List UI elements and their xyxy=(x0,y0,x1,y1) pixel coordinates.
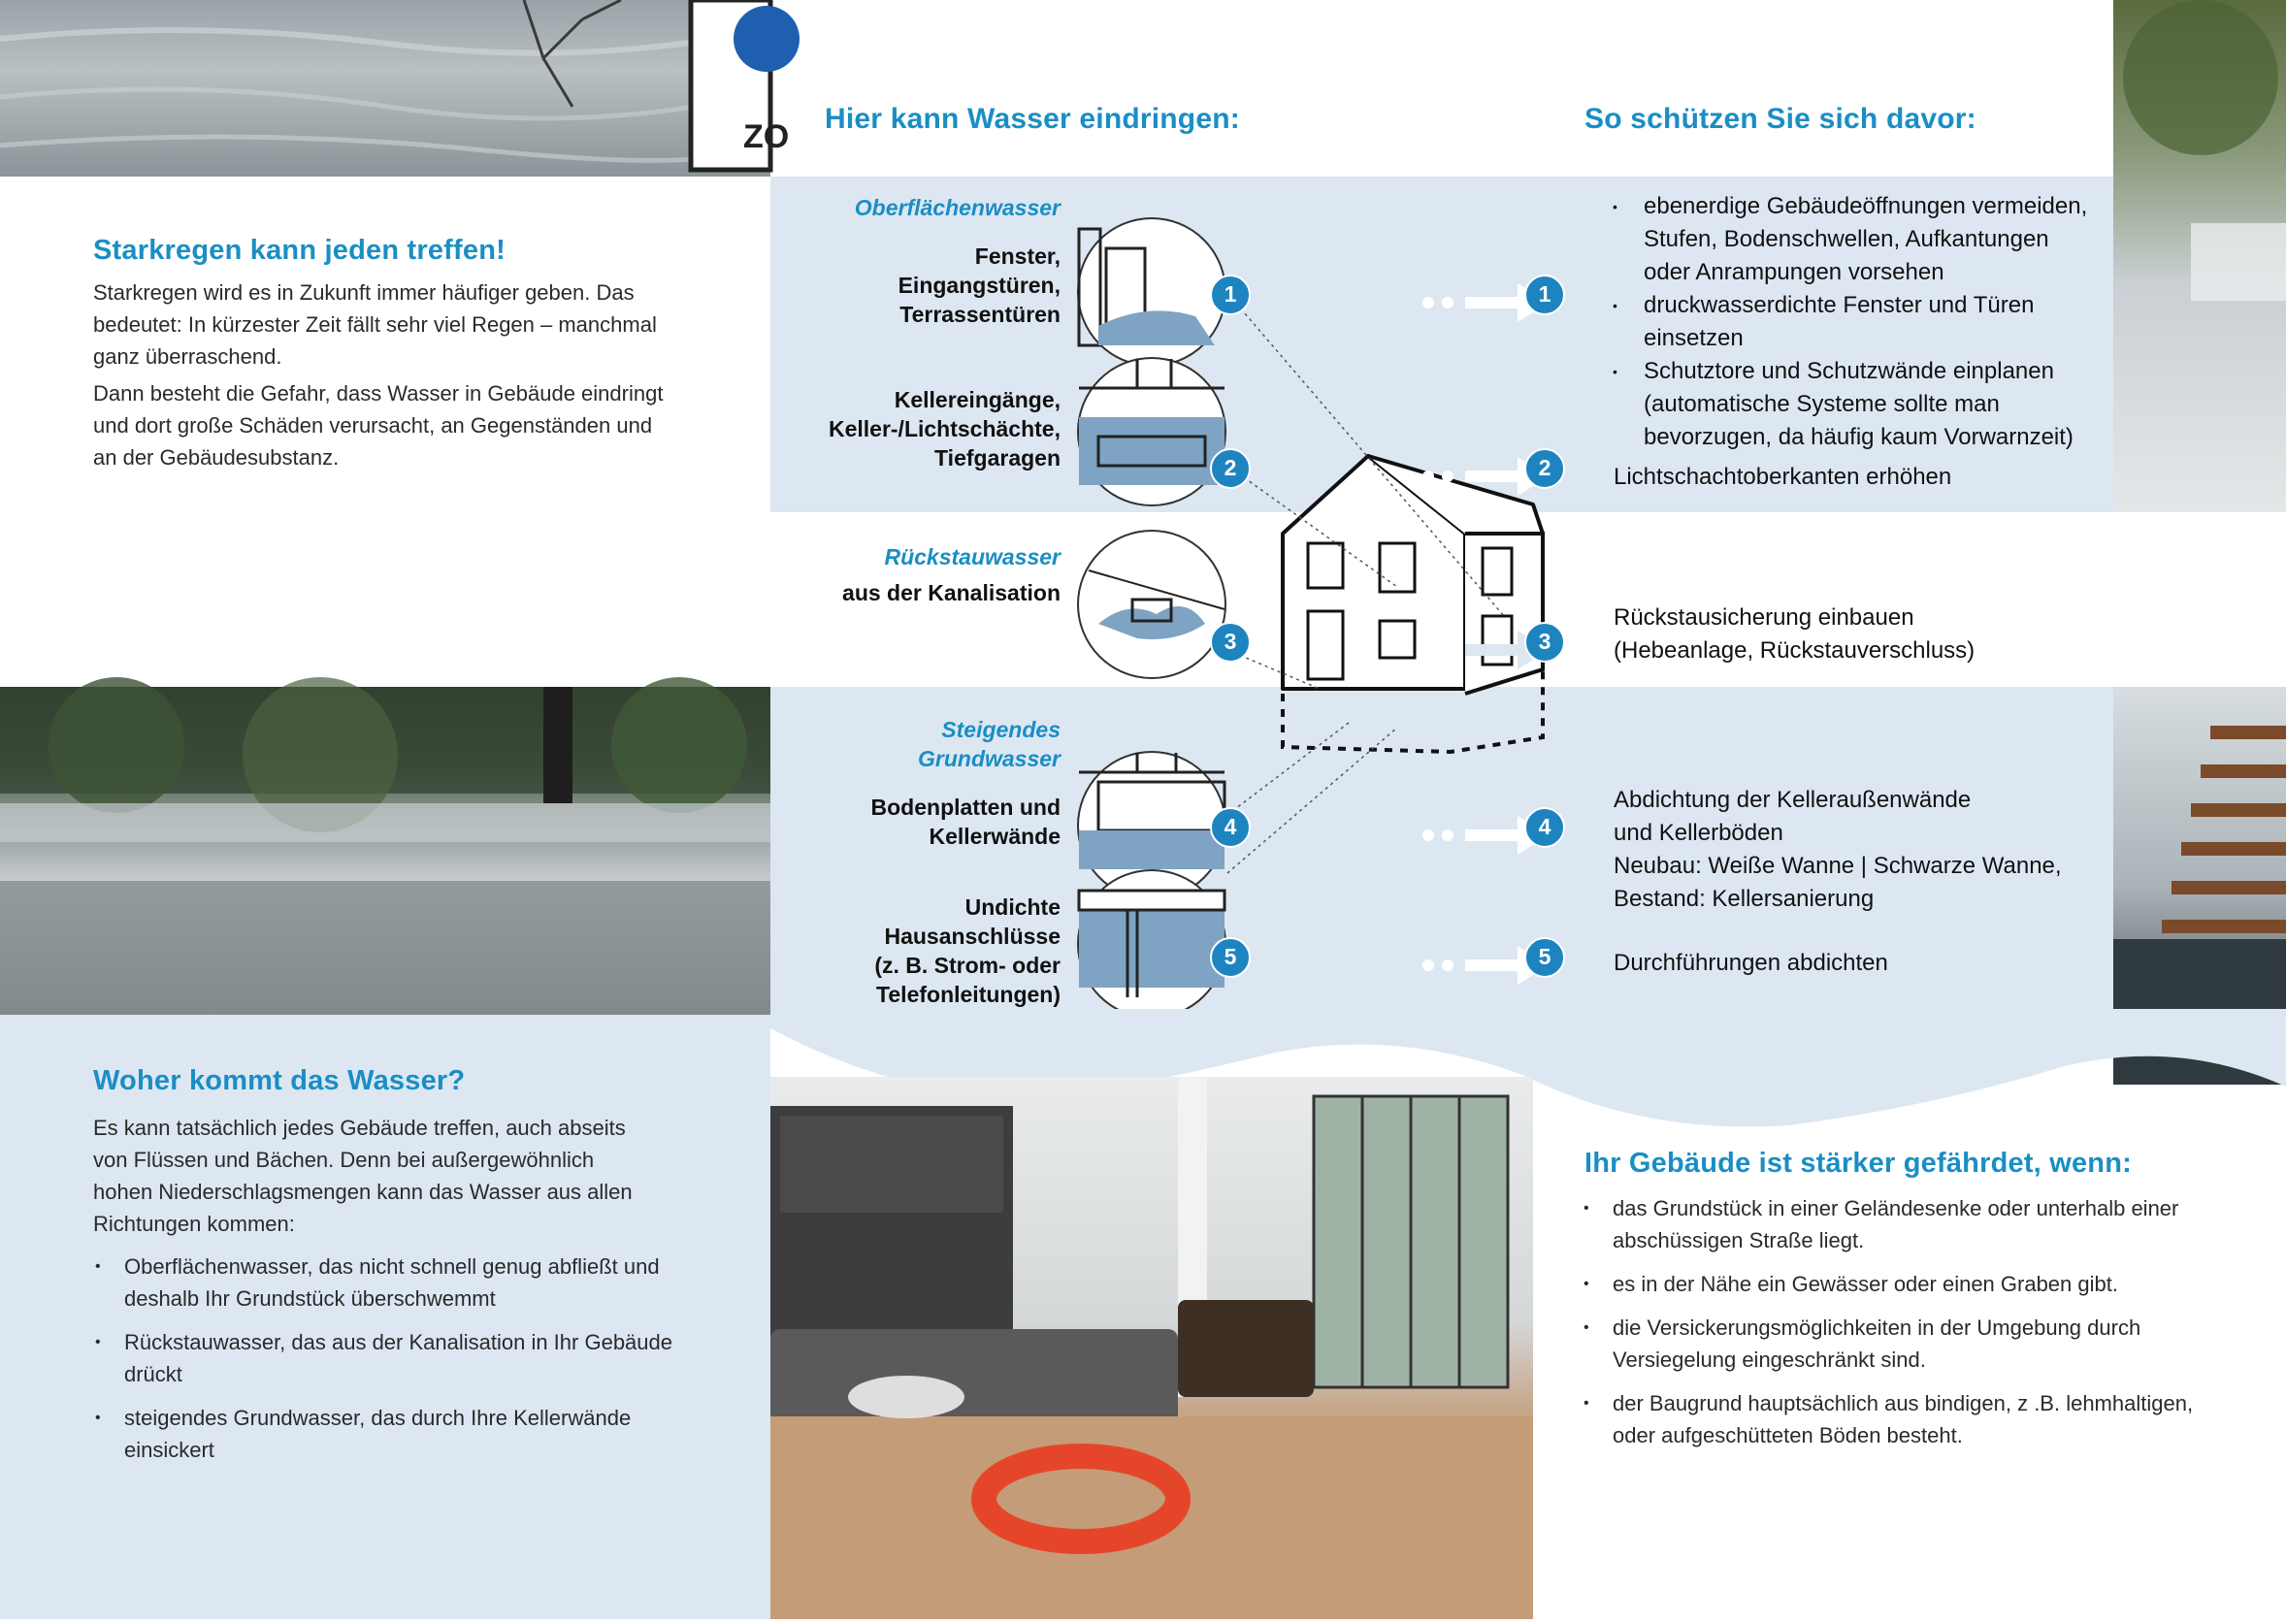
protection-heading: So schützen Sie sich davor: xyxy=(1584,103,1976,135)
flooded-living-room-photo xyxy=(770,1077,1533,1619)
badge-1-left: 1 xyxy=(1210,275,1251,315)
measures-1-list xyxy=(1611,190,2096,454)
badge-4-left: 4 xyxy=(1210,807,1251,848)
measure-2: Lichtschachtoberkanten erhöhen xyxy=(1614,464,1952,490)
category-backflow: Rückstauwasser xyxy=(884,544,1061,569)
label-sewer: aus der Kanalisation xyxy=(842,580,1061,605)
measure-1c: • Schutztore und Schutzwände einplanen (automatische Systeme sollte man bevorzugen, da häufig kaum Vorwarnzeit) xyxy=(1611,355,2096,454)
badge-5-right: 5 xyxy=(1524,937,1565,978)
detail-house-connection-illustration xyxy=(1077,869,1226,1019)
measure-5: Durchführungen abdichten xyxy=(1614,950,1888,976)
risk-bullet: • die Versickerungsmöglichkeiten in der Umgebung durch Versiegelung eingeschränkt sind. xyxy=(1582,1312,2203,1376)
starkregen-paragraph-2: Dann besteht die Gefahr, dass Wasser in Gebäude eindringt und dort große Schäden verursacht, an Gegenständen und an der Gebäudesubstanz. xyxy=(93,381,664,470)
badge-2-right: 2 xyxy=(1524,448,1565,489)
badge-3-left: 3 xyxy=(1210,622,1251,663)
woher-heading: Woher kommt das Wasser? xyxy=(93,1065,466,1096)
label-floor-slabs: Bodenplatten und Kellerwände xyxy=(870,795,1061,849)
woher-bullet: • steigendes Grundwasser, das durch Ihre Kellerwände einsickert xyxy=(93,1402,695,1466)
woher-bullet-list xyxy=(93,1250,695,1478)
badge-5-left: 5 xyxy=(1210,937,1251,978)
flood-water-photo xyxy=(0,0,790,177)
starkregen-heading: Starkregen kann jeden treffen! xyxy=(93,235,506,266)
entry-points-heading: Hier kann Wasser eindringen: xyxy=(825,103,1240,135)
starkregen-text xyxy=(93,276,666,478)
badge-3-right: 3 xyxy=(1524,622,1565,663)
heavy-rain-photo xyxy=(0,687,770,1015)
badge-4-right: 4 xyxy=(1524,807,1565,848)
measure-1a: • ebenerdige Gebäudeöffnungen vermeiden, Stufen, Bodenschwellen, Aufkantungen oder Anrampungen vorsehen xyxy=(1611,190,2096,289)
measure-1b: • druckwasserdichte Fenster und Türen einsetzen xyxy=(1611,289,2096,355)
woher-bullet: • Rückstauwasser, das aus der Kanalisation in Ihr Gebäude drückt xyxy=(93,1326,695,1390)
woher-paragraph: Es kann tatsächlich jedes Gebäude treffen, auch abseits von Flüssen und Bächen. Denn bei außergewöhnlich hohen Niederschlagsmengen kann das Wasser aus allen Richtungen kommen: xyxy=(93,1116,633,1236)
label-basement-entries: Kellereingänge, Keller-/Lichtschächte, Tiefgaragen xyxy=(828,387,1061,471)
risk-bullet: • der Baugrund hauptsächlich aus bindigen, z .B. lehmhaltigen, oder aufgeschütteten Böden besteht. xyxy=(1582,1387,2203,1451)
risk-bullet: • das Grundstück in einer Geländesenke oder unterhalb einer abschüssigen Straße liegt. xyxy=(1582,1192,2203,1256)
road-sign-text: ZO xyxy=(743,118,790,155)
label-house-connections: Undichte Hausanschlüsse (z. B. Strom- oder Telefonleitungen) xyxy=(874,894,1061,1007)
badge-1-right: 1 xyxy=(1524,275,1565,315)
flooded-street-photo xyxy=(2113,0,2286,512)
label-windows-doors: Fenster, Eingangstüren, Terrassentüren xyxy=(898,244,1061,327)
risk-bullet: • es in der Nähe ein Gewässer oder einen Graben gibt. xyxy=(1582,1268,2203,1300)
badge-2-left: 2 xyxy=(1210,448,1251,489)
measure-3: Rückstausicherung einbauen (Hebeanlage, Rückstauverschluss) xyxy=(1614,604,1976,664)
risk-bullet-list xyxy=(1582,1192,2203,1463)
woher-bullet: • Oberflächenwasser, das nicht schnell genug abfließt und deshalb Ihr Grundstück überschwemmt xyxy=(93,1250,695,1315)
measure-4: Abdichtung der Kelleraußenwände und Kellerböden Neubau: Weiße Wanne | Schwarze Wanne, Bestand: Kellersanierung xyxy=(1614,787,2062,912)
starkregen-paragraph-1: Starkregen wird es in Zukunft immer häufiger geben. Das bedeutet: In kürzester Zeit fällt sehr viel Regen – manchmal ganz überraschend. xyxy=(93,280,657,369)
risk-heading: Ihr Gebäude ist stärker gefährdet, wenn: xyxy=(1584,1148,2132,1179)
category-surface-water: Oberflächenwasser xyxy=(854,195,1061,220)
category-groundwater: Steigendes Grundwasser xyxy=(918,717,1061,771)
